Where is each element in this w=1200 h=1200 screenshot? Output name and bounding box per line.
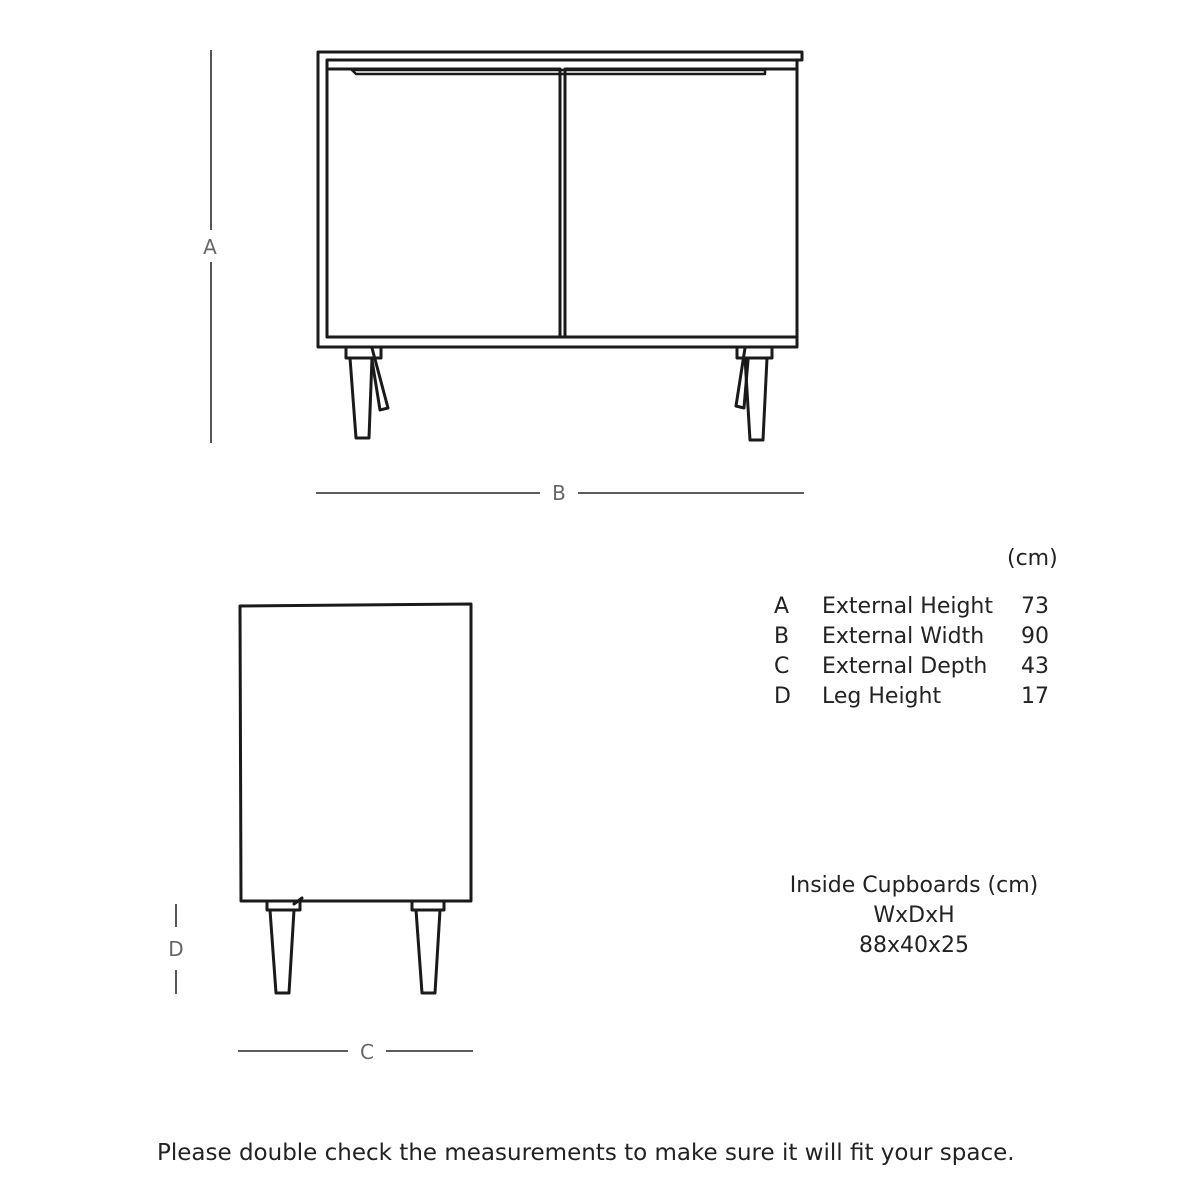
side-view — [240, 604, 471, 993]
spec-row-letter: C — [774, 654, 790, 679]
right-door — [565, 69, 797, 337]
front-right-leg — [736, 347, 772, 440]
dimension-b-label: B — [552, 481, 566, 505]
spec-row-value: 17 — [1021, 684, 1049, 709]
inside-cupboards-title: Inside Cupboards (cm) — [789, 873, 1039, 898]
front-view — [318, 52, 802, 440]
inside-cupboards-format: WxDxH — [873, 903, 955, 928]
dimension-d-label: D — [168, 937, 184, 961]
dimension-b — [316, 481, 804, 505]
spec-unit-label: (cm) — [1007, 546, 1058, 571]
inside-cupboards-dimensions: 88x40x25 — [858, 933, 970, 958]
spec-row-name: External Depth — [822, 654, 988, 679]
side-body — [240, 604, 471, 901]
spec-row-name: External Height — [822, 594, 993, 619]
inside-cupboards — [764, 871, 1064, 961]
dimension-a-label: A — [203, 235, 217, 259]
footer-note: Please double check the measurements to make sure it will fit your space. — [157, 1140, 1015, 1166]
spec-row-name: External Width — [822, 624, 985, 649]
left-door — [327, 69, 560, 337]
spec-row-letter: D — [774, 684, 791, 709]
dimension-c — [238, 1040, 473, 1064]
spec-row-value: 73 — [1021, 594, 1049, 619]
dimension-d — [168, 904, 183, 994]
dimension-c-label: C — [360, 1040, 374, 1064]
spec-row-letter: A — [774, 594, 790, 619]
spec-row-letter: B — [774, 624, 790, 649]
side-right-leg — [412, 901, 444, 993]
front-inner-frame — [327, 60, 797, 337]
side-left-leg — [267, 898, 302, 993]
front-left-leg — [346, 347, 388, 438]
spec-row-value: 90 — [1021, 624, 1049, 649]
dimension-a — [203, 50, 217, 443]
spec-row-name: Leg Height — [822, 684, 942, 709]
spec-row-value: 43 — [1021, 654, 1049, 679]
